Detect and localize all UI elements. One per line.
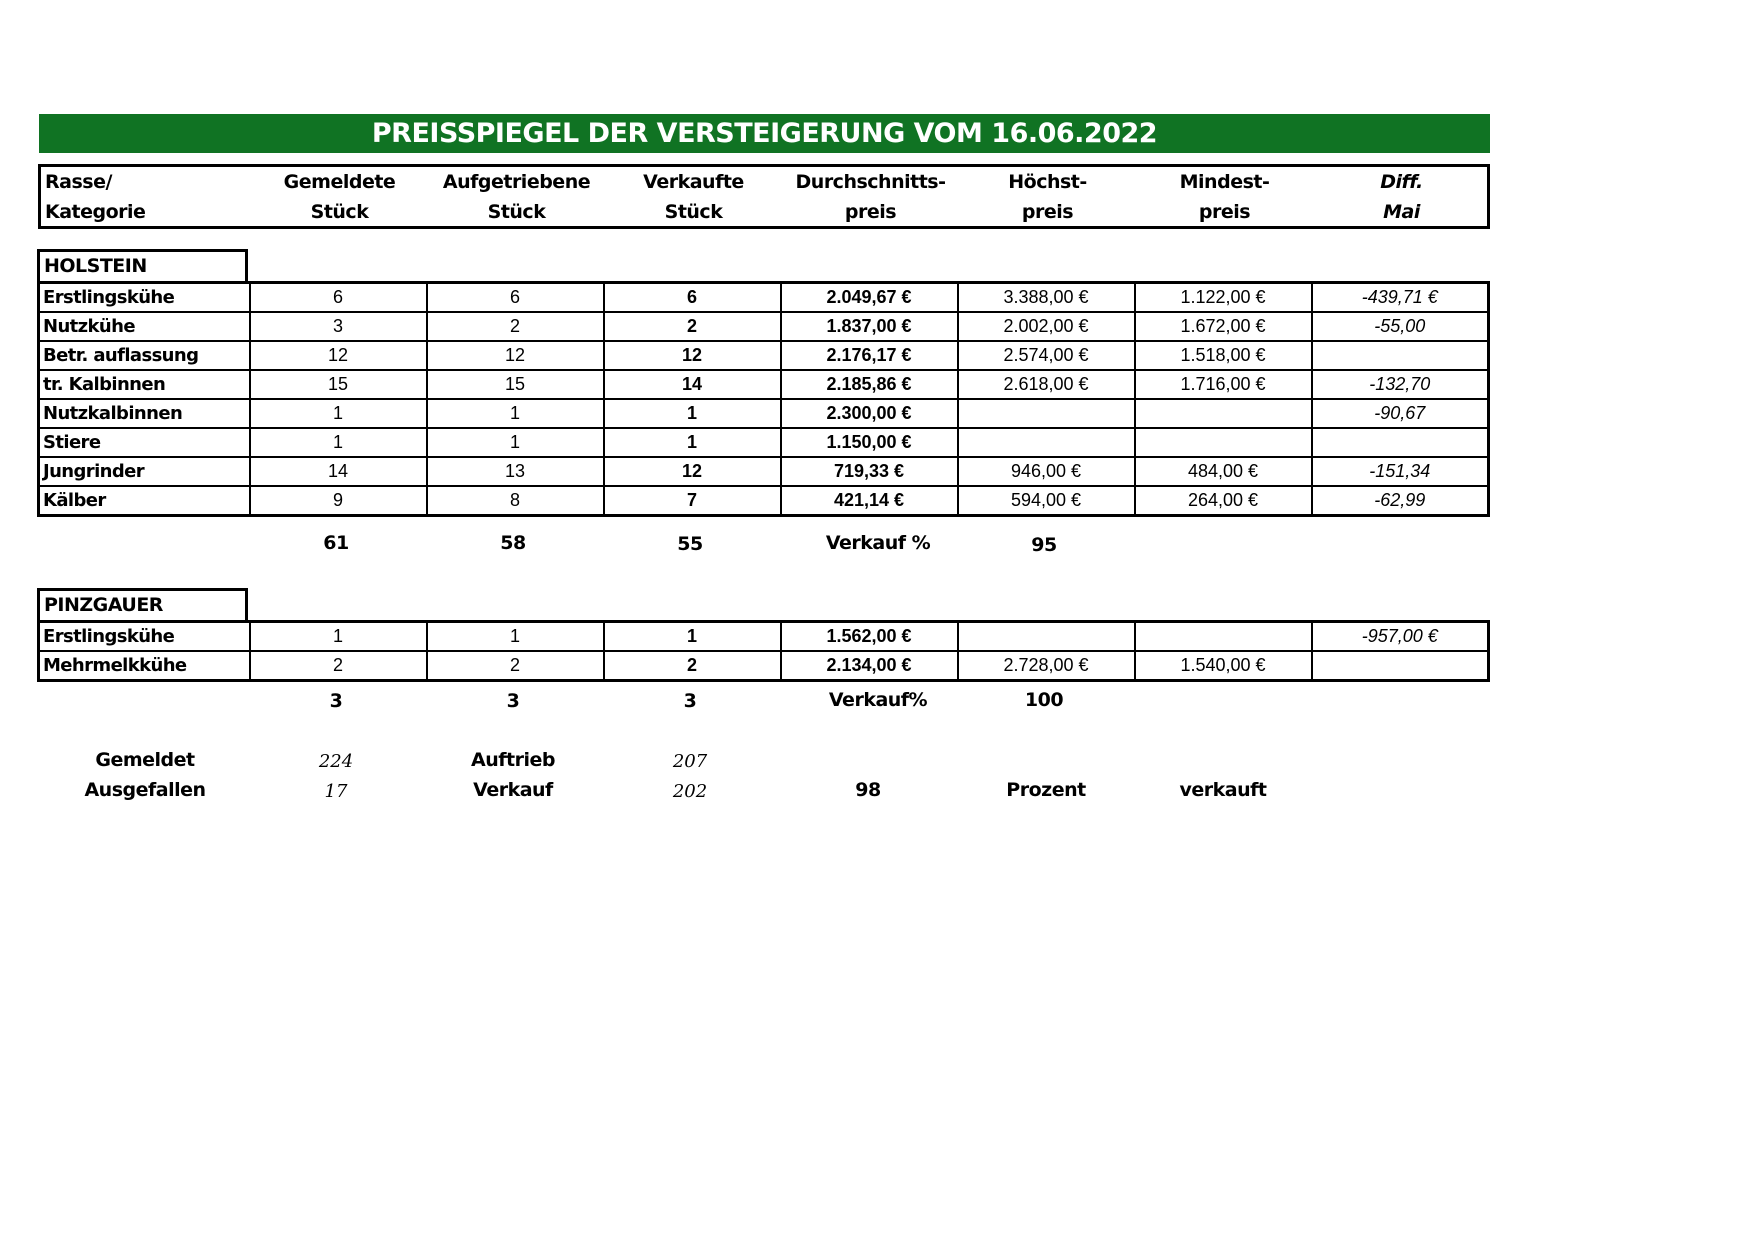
cell-verkauft: 14	[604, 370, 781, 399]
summary-verkauf-label: Verkauf	[473, 779, 553, 801]
cell-hoechstpreis	[958, 399, 1135, 428]
col-header-verkaufte: Verkaufte Stück	[643, 170, 744, 223]
cell-hoechstpreis: 2.618,00 €	[958, 370, 1135, 399]
cell-durchschnittspreis: 2.134,00 €	[781, 651, 958, 681]
cell-gemeldet: 12	[250, 341, 427, 370]
cell-verkauft: 2	[604, 312, 781, 341]
cell-diff-mai	[1312, 651, 1489, 681]
cell-aufgetrieben: 1	[427, 399, 604, 428]
cell-category: Jungrinder	[39, 457, 250, 486]
cell-verkauft: 12	[604, 457, 781, 486]
cell-aufgetrieben: 1	[427, 428, 604, 457]
cell-diff-mai	[1312, 428, 1489, 457]
col-header-durchschnittspreis: Durchschnitts- preis	[795, 170, 946, 223]
table-row	[39, 399, 1489, 428]
summary-gemeldet-value: 224	[318, 751, 354, 772]
cell-durchschnittspreis: 1.837,00 €	[781, 312, 958, 341]
holstein-total-aufgetrieben: 58	[500, 532, 526, 554]
holstein-total-gemeldet: 61	[323, 532, 349, 554]
table-row	[39, 457, 1489, 486]
table-row	[39, 283, 1489, 313]
holstein-table	[37, 281, 1490, 517]
cell-verkauft: 12	[604, 341, 781, 370]
cell-diff-mai: -132,70	[1312, 370, 1489, 399]
cell-gemeldet: 15	[250, 370, 427, 399]
cell-diff-mai: -55,00	[1312, 312, 1489, 341]
cell-verkauft: 7	[604, 486, 781, 516]
cell-diff-mai: -90,67	[1312, 399, 1489, 428]
cell-hoechstpreis	[958, 428, 1135, 457]
cell-gemeldet: 9	[250, 486, 427, 516]
summary-ausgefallen-label: Ausgefallen	[84, 779, 206, 801]
pinzgauer-table	[37, 620, 1490, 682]
col-header-diff-mai: Diff. Mai	[1380, 170, 1423, 223]
cell-category: Betr. auflassung	[39, 341, 250, 370]
col-header-gemeldete: Gemeldete Stück	[283, 170, 396, 223]
table-row	[39, 651, 1489, 681]
cell-diff-mai: -957,00 €	[1312, 622, 1489, 652]
cell-hoechstpreis: 594,00 €	[958, 486, 1135, 516]
summary-auftrieb-label: Auftrieb	[471, 749, 555, 771]
cell-gemeldet: 3	[250, 312, 427, 341]
col-header-kategorie: Rasse/ Kategorie	[45, 170, 146, 223]
summary-prozent-value: 98	[855, 779, 881, 801]
cell-mindestpreis: 1.716,00 €	[1135, 370, 1312, 399]
cell-verkauft: 1	[604, 622, 781, 652]
cell-durchschnittspreis: 2.300,00 €	[781, 399, 958, 428]
cell-mindestpreis: 1.540,00 €	[1135, 651, 1312, 681]
cell-category: Erstlingskühe	[39, 622, 250, 652]
col-header-mindestpreis: Mindest- preis	[1179, 170, 1270, 223]
cell-mindestpreis	[1135, 428, 1312, 457]
cell-diff-mai: -439,71 €	[1312, 283, 1489, 313]
summary-verkauf-value: 202	[672, 781, 708, 802]
cell-gemeldet: 1	[250, 399, 427, 428]
cell-gemeldet: 14	[250, 457, 427, 486]
cell-gemeldet: 1	[250, 622, 427, 652]
pinzgauer-verkauf-label: Verkauf%	[828, 689, 928, 711]
cell-durchschnittspreis: 2.185,86 €	[781, 370, 958, 399]
cell-hoechstpreis	[958, 622, 1135, 652]
cell-mindestpreis: 1.672,00 €	[1135, 312, 1312, 341]
holstein-total-verkauft: 55	[677, 533, 703, 555]
cell-gemeldet: 1	[250, 428, 427, 457]
pinzgauer-total-gemeldet: 3	[329, 690, 343, 712]
table-row	[39, 486, 1489, 516]
cell-category: Mehrmelkkühe	[39, 651, 250, 681]
cell-category: tr. Kalbinnen	[39, 370, 250, 399]
section-label-holstein: HOLSTEIN	[37, 249, 248, 281]
cell-mindestpreis: 264,00 €	[1135, 486, 1312, 516]
cell-mindestpreis: 1.122,00 €	[1135, 283, 1312, 313]
cell-category: Kälber	[39, 486, 250, 516]
table-row	[39, 428, 1489, 457]
table-row	[39, 341, 1489, 370]
table-row	[39, 312, 1489, 341]
cell-hoechstpreis: 2.574,00 €	[958, 341, 1135, 370]
cell-verkauft: 2	[604, 651, 781, 681]
page-title: PREISSPIEGEL DER VERSTEIGERUNG VOM 16.06.2022	[39, 114, 1490, 153]
cell-verkauft: 1	[604, 428, 781, 457]
cell-aufgetrieben: 6	[427, 283, 604, 313]
cell-hoechstpreis: 946,00 €	[958, 457, 1135, 486]
cell-aufgetrieben: 13	[427, 457, 604, 486]
cell-gemeldet: 2	[250, 651, 427, 681]
cell-diff-mai: -62,99	[1312, 486, 1489, 516]
col-header-hoechstpreis: Höchst- preis	[1008, 170, 1087, 223]
summary-auftrieb-value: 207	[672, 751, 708, 772]
pinzgauer-verkauf-pct: 100	[1024, 689, 1064, 711]
summary-gemeldet-label: Gemeldet	[95, 749, 195, 771]
cell-durchschnittspreis: 2.176,17 €	[781, 341, 958, 370]
cell-durchschnittspreis: 1.150,00 €	[781, 428, 958, 457]
summary-verkauft-label: verkauft	[1179, 779, 1267, 801]
cell-aufgetrieben: 2	[427, 651, 604, 681]
pinzgauer-total-aufgetrieben: 3	[506, 690, 520, 712]
cell-mindestpreis	[1135, 399, 1312, 428]
cell-hoechstpreis: 3.388,00 €	[958, 283, 1135, 313]
cell-mindestpreis: 484,00 €	[1135, 457, 1312, 486]
cell-aufgetrieben: 15	[427, 370, 604, 399]
section-label-pinzgauer: PINZGAUER	[37, 588, 248, 620]
cell-diff-mai	[1312, 341, 1489, 370]
pinzgauer-total-verkauft: 3	[683, 690, 697, 712]
cell-aufgetrieben: 12	[427, 341, 604, 370]
cell-durchschnittspreis: 2.049,67 €	[781, 283, 958, 313]
cell-verkauft: 6	[604, 283, 781, 313]
summary-prozent-label: Prozent	[1006, 779, 1086, 801]
table-row	[39, 370, 1489, 399]
cell-hoechstpreis: 2.728,00 €	[958, 651, 1135, 681]
cell-aufgetrieben: 2	[427, 312, 604, 341]
cell-durchschnittspreis: 421,14 €	[781, 486, 958, 516]
cell-durchschnittspreis: 719,33 €	[781, 457, 958, 486]
cell-category: Erstlingskühe	[39, 283, 250, 313]
cell-category: Stiere	[39, 428, 250, 457]
holstein-verkauf-pct: 95	[1031, 534, 1057, 556]
cell-diff-mai: -151,34	[1312, 457, 1489, 486]
column-header-row	[38, 164, 1490, 229]
summary-ausgefallen-value: 17	[324, 781, 348, 802]
cell-aufgetrieben: 8	[427, 486, 604, 516]
cell-gemeldet: 6	[250, 283, 427, 313]
table-row	[39, 622, 1489, 652]
cell-hoechstpreis: 2.002,00 €	[958, 312, 1135, 341]
cell-verkauft: 1	[604, 399, 781, 428]
cell-category: Nutzkalbinnen	[39, 399, 250, 428]
col-header-aufgetriebene: Aufgetriebene Stück	[442, 170, 591, 223]
cell-durchschnittspreis: 1.562,00 €	[781, 622, 958, 652]
cell-mindestpreis: 1.518,00 €	[1135, 341, 1312, 370]
cell-category: Nutzkühe	[39, 312, 250, 341]
cell-aufgetrieben: 1	[427, 622, 604, 652]
cell-mindestpreis	[1135, 622, 1312, 652]
holstein-verkauf-label: Verkauf %	[825, 532, 931, 554]
